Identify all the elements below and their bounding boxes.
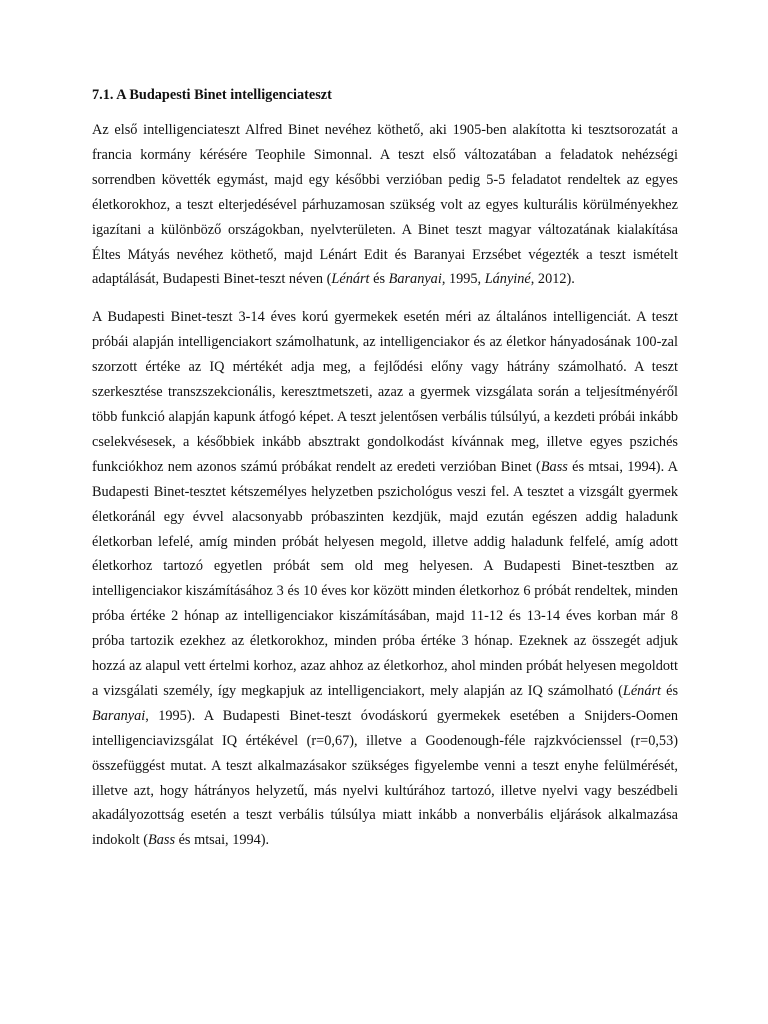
p2-text-e: és mtsai, 1994). [175, 832, 270, 849]
p2-text-b: és mtsai, 1994). A Budapesti Binet-tesztet kétszemélyes helyzetben pszichológus veszi fel. A tesztet a vizsgált gyermek életkoránál egy évvel alacsonyabb próbaszinten kezdjük, majd ezután egészen addig haladunk életkorban lefelé, amíg minden próbát helyesen megold, illetve addig haladunk felfelé, amíg adott életkorhoz tartozó egyetlen próbát sem old meg helyesen. A Budapesti Binet-tesztben az intelligenciakor kiszámításához 3 és 10 éves kor között minden életkorhoz 6 próbát rendeltek, minden próba értéke 2 hónap az intelligenciakor kiszámításában, majd 11-12 és 13-14 éves korban már 8 próba tartozik ezekhez az életkorokhoz, minden próba értéke 3 hónap. Ezeknek az összegét adjuk hozzá az alapul vett értelmi korhoz, azaz ahhoz az életkorhoz, ahol minden próbát helyesen megoldott a vizsgálati személy, így megkapjuk az intelligenciakort, mely alapján az IQ számolható ( [92, 458, 678, 699]
paragraph-1 [92, 118, 678, 292]
p1-citation-author-3: Lányiné [484, 271, 531, 288]
p1-text-a: Az első intelligenciateszt Alfred Binet nevéhez köthető, aki 1905-ben alakította ki tesztsorozatát a francia kormány kérésére Teophile Simonnal. A teszt első változatában a feladatok nehézségi sorrendben követték egymást, majd egy későbbi verzióban pedig 5-5 feladatot rendeltek az egyes életkorokhoz, a teszt elterjedésével párhuzamosan szükség volt az egyes kulturális körülményekhez igazítani a különböző országokban, nyelvterületen. A Binet teszt magyar változatának kialakítása Éltes Mátyás nevéhez köthető, majd Lénárt Edit és Baranyai Erzsébet végezték a teszt ismételt adaptálását, Budapesti Binet-teszt néven ( [92, 122, 678, 288]
p2-citation-author-3: Baranyai [92, 707, 146, 724]
p2-text-d: , 1995). A Budapesti Binet-teszt óvodáskorú gyermekek esetében a Snijders-Oomen intelligenciavizsgálat IQ értékével (r=0,67), illetve a Goodenough-féle rajzkvócienssel (r=0,53) összefüggést mutat. A teszt alkalmazásakor szükséges figyelembe venni a teszt enyhe felülmérését, illetve azt, hogy hátrányos helyzetű, más nyelvi kultúrához tartozó, illetve nyelvi vagy beszédbeli akadályozottság esetén a teszt verbális túlsúlya miatt inkább a nonverbális eljárások alkalmazása indokolt ( [92, 707, 678, 849]
p1-citation-author-2: Baranyai [388, 271, 442, 288]
p2-citation-author-1: Bass [540, 458, 568, 475]
section-heading: 7.1. A Budapesti Binet intelligenciateszt [92, 87, 332, 103]
document-page [92, 86, 678, 866]
p2-citation-author-4: Bass [148, 832, 176, 849]
paragraph-2 [92, 305, 678, 853]
p2-text-a: A Budapesti Binet-teszt 3-14 éves korú gyermekek esetén méri az általános intelligenciát. A teszt próbái alapján intelligenciakort számolhatunk, az intelligenciakor és az életkor hányadosának 100-zal szorzott értéke az IQ mértékét adja meg, a fejlődési előny vagy hátrány számolható. A teszt szerkesztése transzszekcionális, keresztmetszeti, azaz a gyermek vizsgálata során a teljesítményéről több funkció alapján kapunk átfogó képet. A teszt jelentősen verbális túlsúlyú, a kezdeti próbái inkább cselekvésesek, a későbbiek inkább absztrakt gondolkodást kívánnak meg, illetve egyes pszichés funkciókhoz nem azonos számú próbákat rendelt az eredeti verzióban Binet ( [92, 309, 678, 475]
p2-citation-author-2: Lénárt [622, 682, 662, 699]
p1-text-b: és [369, 271, 389, 288]
p2-text-c: és [661, 682, 679, 699]
p1-citation-author-1: Lénárt [331, 271, 370, 288]
p1-text-d: , 2012). [530, 271, 575, 288]
p1-text-c: , 1995, [441, 271, 485, 288]
